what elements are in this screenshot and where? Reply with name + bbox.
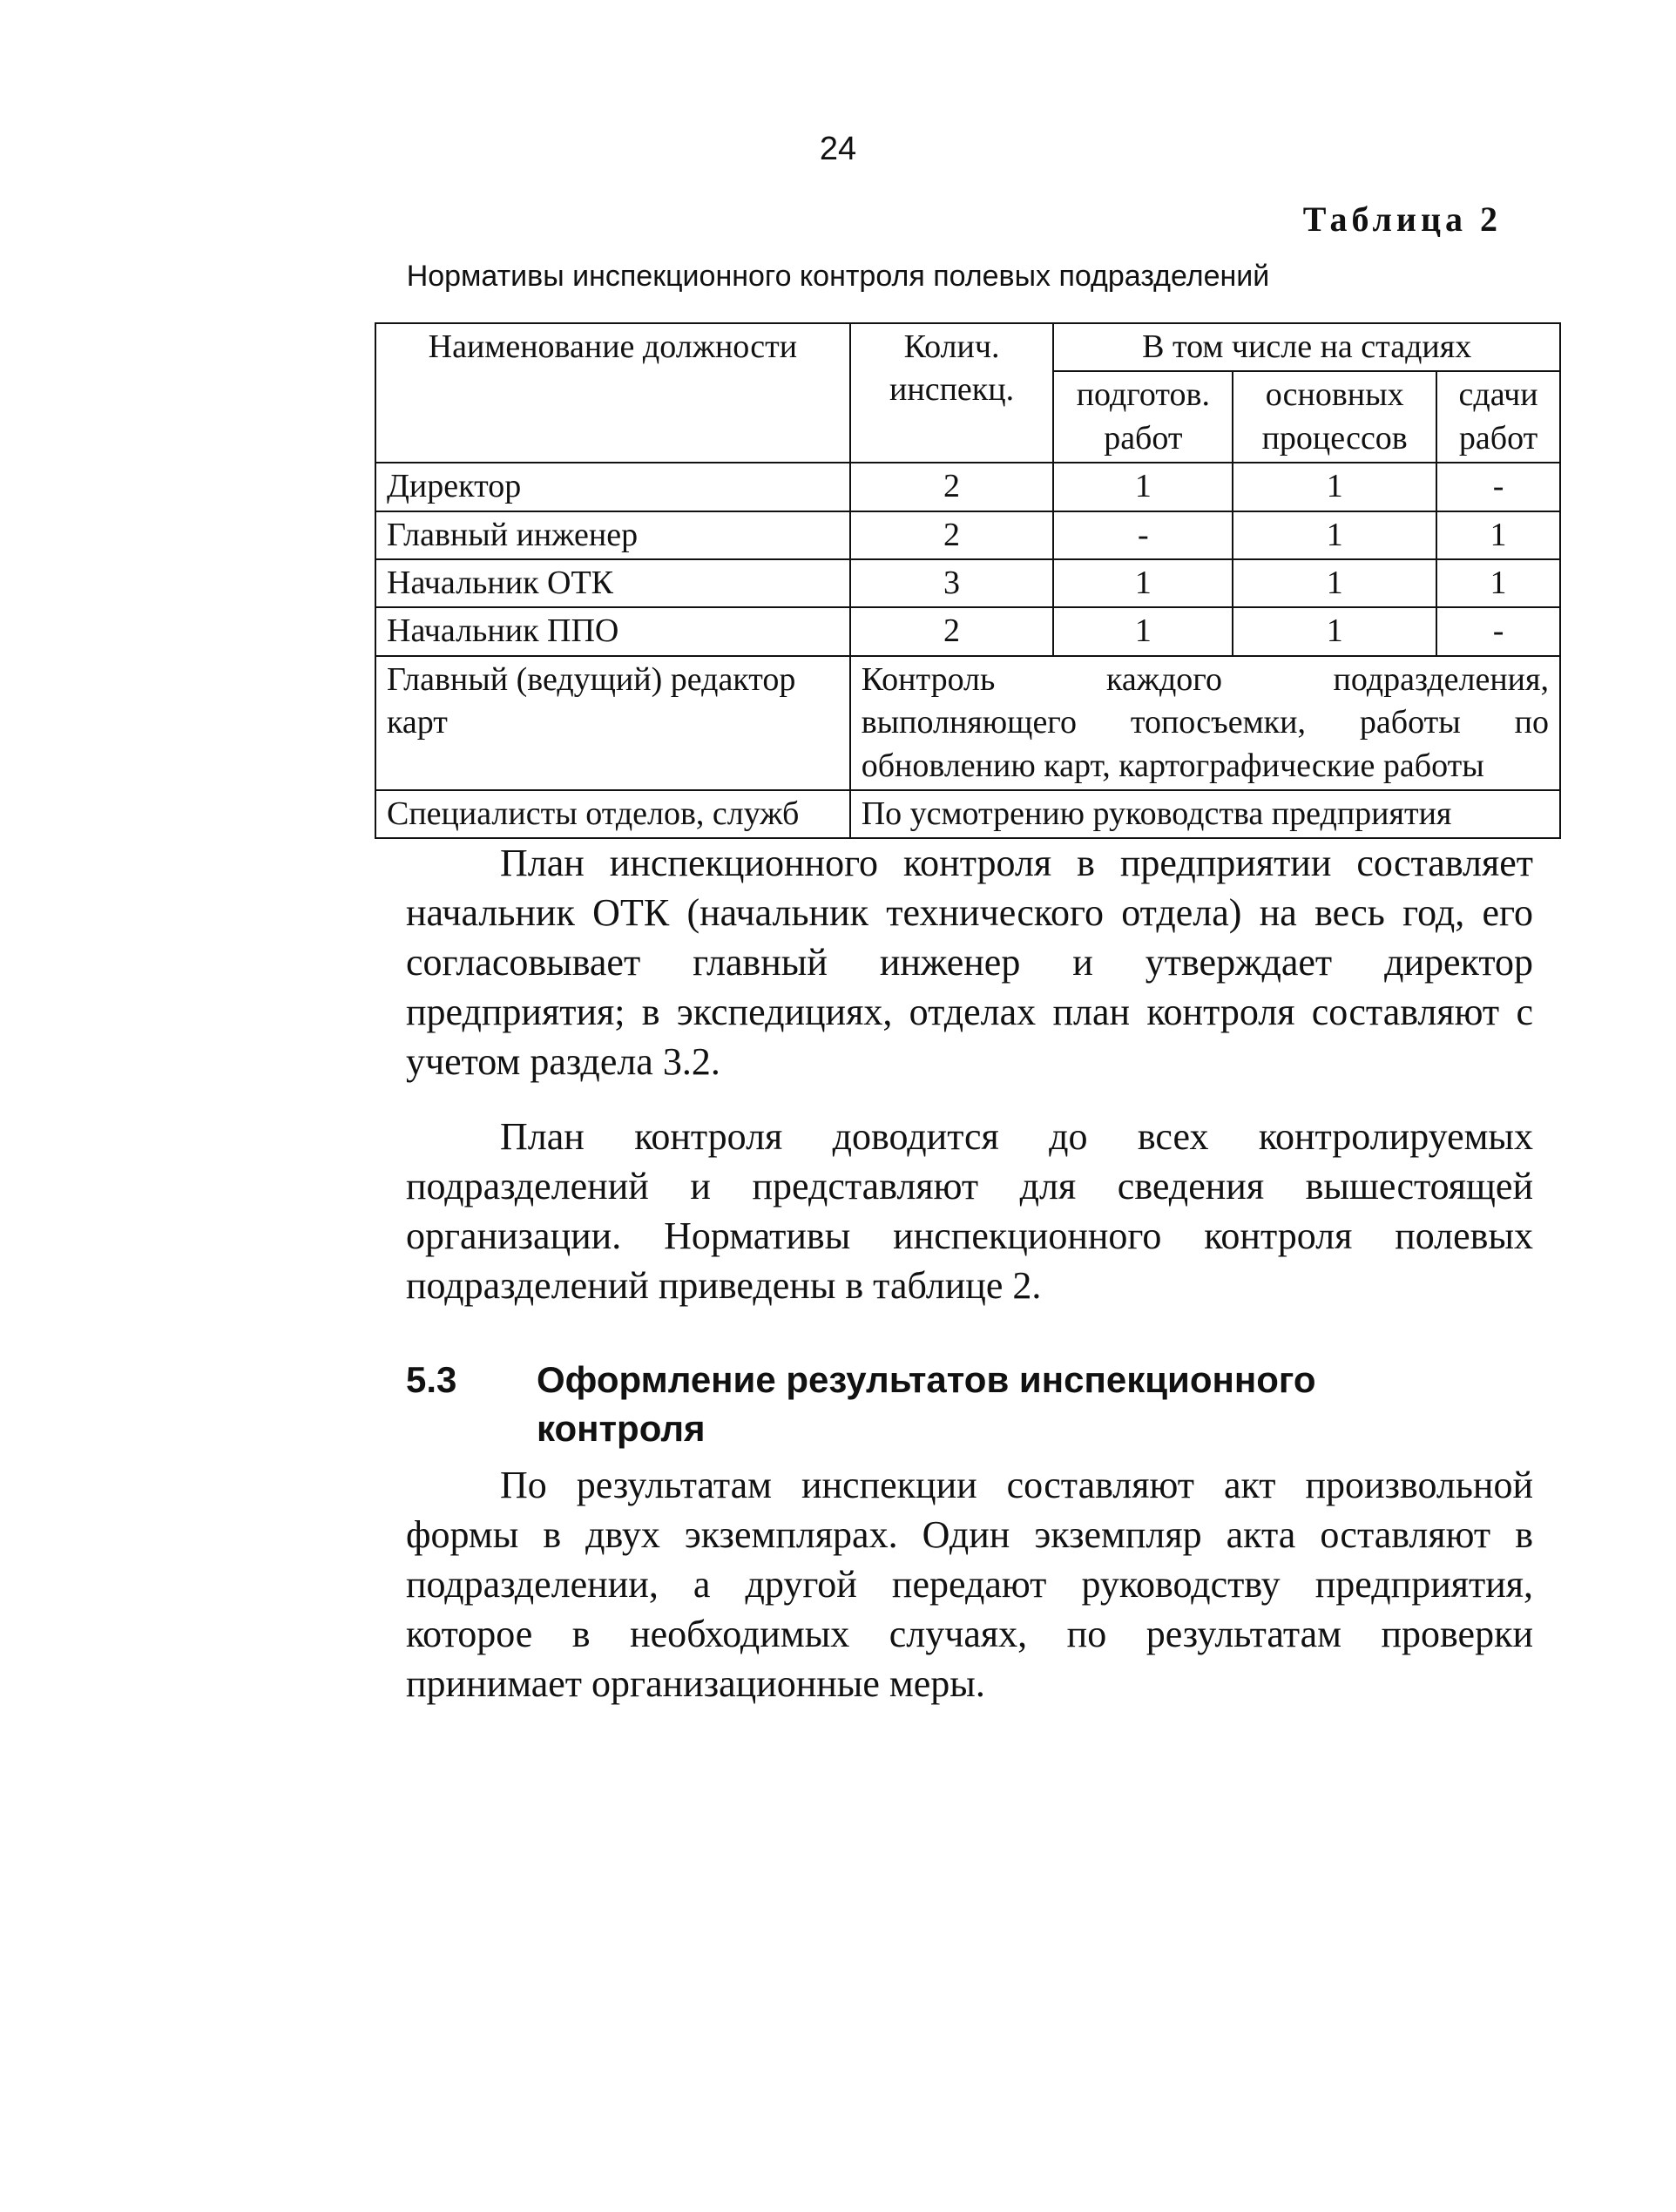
header-stage-main: основных процессов [1233,371,1436,463]
cell-count: 2 [850,511,1054,559]
cell-delivery: - [1436,607,1560,655]
cell-position: Начальник ОТК [375,559,850,607]
cell-delivery: - [1436,463,1560,511]
cell-position: Начальник ППО [375,607,850,655]
header-position: Наименование должности [375,323,850,463]
cell-main: 1 [1233,463,1436,511]
cell-prep: 1 [1053,463,1233,511]
header-stage-prep: подготов. работ [1053,371,1233,463]
cell-note: По усмотрению руководства предприятия [850,790,1560,838]
cell-main: 1 [1233,559,1436,607]
cell-delivery: 1 [1436,559,1560,607]
table-caption: Нормативы инспекционного контроля полевых подразделений [406,260,1270,293]
table-row [375,656,1560,790]
section-title: Оформление результатов инспекционного контроля [537,1359,1316,1449]
table-row [375,463,1560,511]
table-row [375,607,1560,655]
header-stages-group: В том числе на стадиях [1053,323,1560,371]
table-row [375,790,1560,838]
cell-position: Директор [375,463,850,511]
section-number: 5.3 [406,1359,457,1400]
cell-delivery: 1 [1436,511,1560,559]
cell-main: 1 [1233,607,1436,655]
cell-position: Главный инженер [375,511,850,559]
table-row [375,559,1560,607]
cell-main: 1 [1233,511,1436,559]
page-number: 24 [819,131,857,167]
cell-note: Контроль каждого подразделения, выполняющего топосъемки, работы по обновлению карт, картографические работы [850,656,1560,790]
table-row [375,511,1560,559]
cell-prep: 1 [1053,607,1233,655]
cell-count: 2 [850,463,1054,511]
table-label: Таблица 2 [1302,200,1502,239]
cell-prep: - [1053,511,1233,559]
paragraph-plan: План инспекционного контроля в предприятии составляет начальник ОТК (начальник технического отдела) на весь год, его согласовывает главный инженер и утверждает директор предприятия; в экспедициях, отделах план контроля составляют с учетом раздела 3.2. [406,842,1533,1083]
paragraph-results: По результатам инспекции составляют акт произвольной формы в двух экземплярах. Один экземпляр акта оставляют в подразделении, а другой передают руководству предприятия, которое в необходимых случаях, по результатам проверки принимает организационные меры. [406,1464,1533,1705]
paragraph-plan-distribution: План контроля доводится до всех контролируемых подразделений и представляют для сведения вышестоящей организации. Нормативы инспекционного контроля полевых подразделений приведены в таблице 2. [406,1115,1533,1307]
norms-table [375,322,1561,839]
cell-count: 3 [850,559,1054,607]
cell-prep: 1 [1053,559,1233,607]
cell-count: 2 [850,607,1054,655]
header-stage-delivery: сдачи работ [1436,371,1560,463]
header-count: Колич. инспекц. [850,323,1054,463]
cell-position: Специалисты отделов, служб [375,790,850,838]
cell-position: Главный (ведущий) редактор карт [375,656,850,790]
